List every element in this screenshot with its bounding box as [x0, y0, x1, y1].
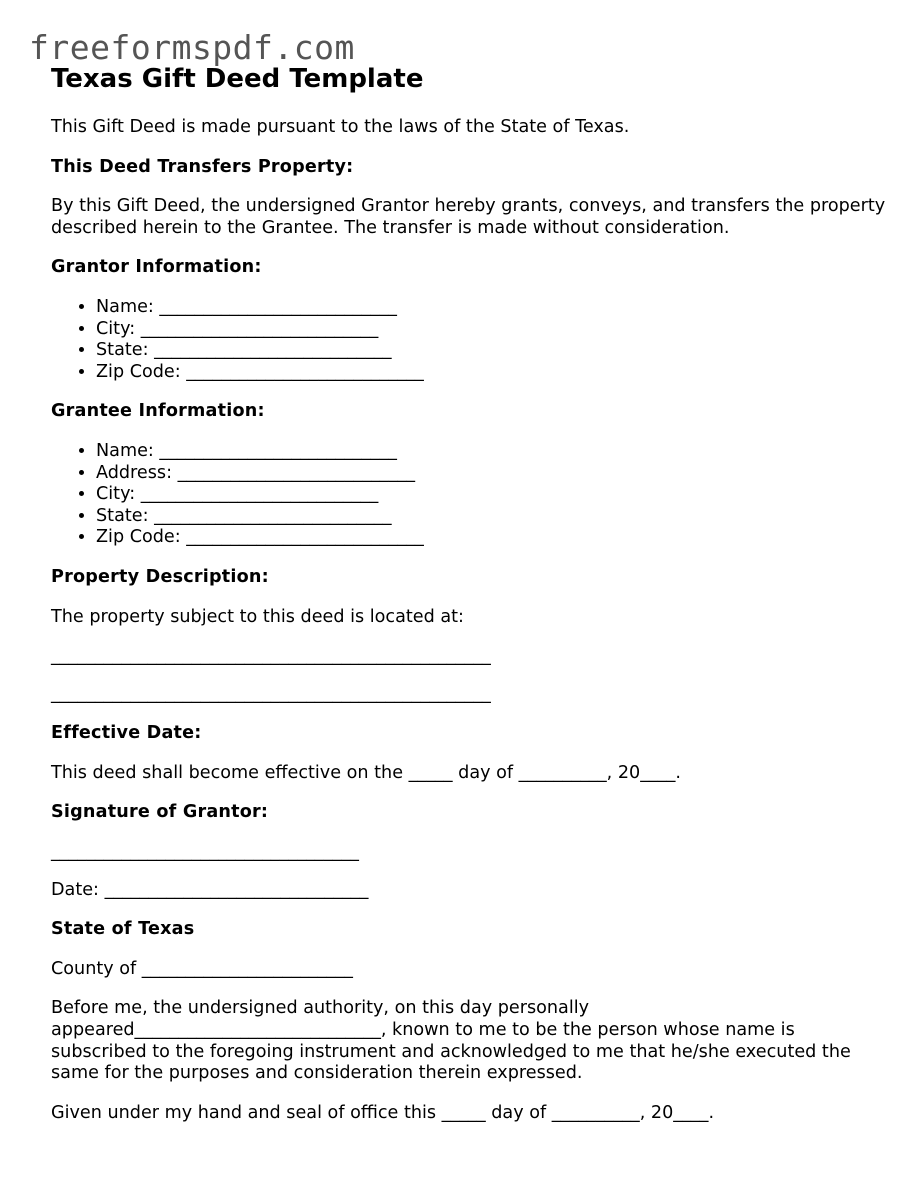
property-line-2[interactable]: __________________________________________________ — [51, 683, 491, 704]
state-heading: State of Texas — [51, 919, 195, 940]
property-line-1[interactable]: __________________________________________________ — [51, 646, 491, 667]
county-field[interactable]: County of ________________________ — [51, 958, 353, 979]
watermark-text: freeformspdf.com — [29, 28, 355, 67]
grantee-address-field[interactable]: • Address: ___________________________ — [96, 463, 891, 485]
property-paragraph: The property subject to this deed is located at: — [51, 606, 464, 627]
effective-date-paragraph: This deed shall become effective on the _____ day of __________, 20____. — [51, 762, 682, 783]
grantee-heading: Grantee Information: — [51, 401, 265, 422]
grantee-name-field[interactable]: • Name: ___________________________ — [96, 441, 891, 463]
signature-date-field[interactable]: Date: ______________________________ — [51, 879, 369, 900]
grantee-list — [51, 441, 891, 549]
document-body — [51, 62, 891, 1142]
document-title: Texas Gift Deed Template — [51, 64, 424, 94]
grantor-signature-line[interactable]: ___________________________________ — [51, 842, 359, 863]
signature-heading: Signature of Grantor: — [51, 802, 269, 823]
grantor-state-field[interactable]: • State: ___________________________ — [96, 340, 891, 362]
grantor-heading: Grantor Information: — [51, 257, 262, 278]
intro-paragraph: This Gift Deed is made pursuant to the laws of the State of Texas. — [51, 117, 630, 137]
grantee-zip-field[interactable]: • Zip Code: ___________________________ — [96, 527, 891, 549]
grantor-city-field[interactable]: • City: ___________________________ — [96, 319, 891, 341]
grantor-name-field[interactable]: • Name: ___________________________ — [96, 297, 891, 319]
grantee-state-field[interactable]: • State: ___________________________ — [96, 506, 891, 528]
grantor-zip-field[interactable]: • Zip Code: ___________________________ — [96, 362, 891, 384]
transfer-paragraph: By this Gift Deed, the undersigned Grantor hereby grants, conveys, and transfers the property described herein to the Grantee. The transfer is made without consideration. — [51, 196, 886, 238]
property-heading: Property Description: — [51, 566, 269, 587]
grantor-list — [51, 297, 891, 383]
given-under-paragraph: Given under my hand and seal of office this _____ day of __________, 20____. — [51, 1102, 715, 1123]
grantee-city-field[interactable]: • City: ___________________________ — [96, 484, 891, 506]
transfer-heading: This Deed Transfers Property: — [51, 156, 354, 177]
effective-date-heading: Effective Date: — [51, 723, 202, 744]
notary-paragraph: Before me, the undersigned authority, on this day personally appeared____________________________, known to me to be the person whose name is subscribed to the foregoing instrument and acknowledged to me that he/she executed the same for the purposes and consideration therein expressed. — [51, 998, 851, 1084]
